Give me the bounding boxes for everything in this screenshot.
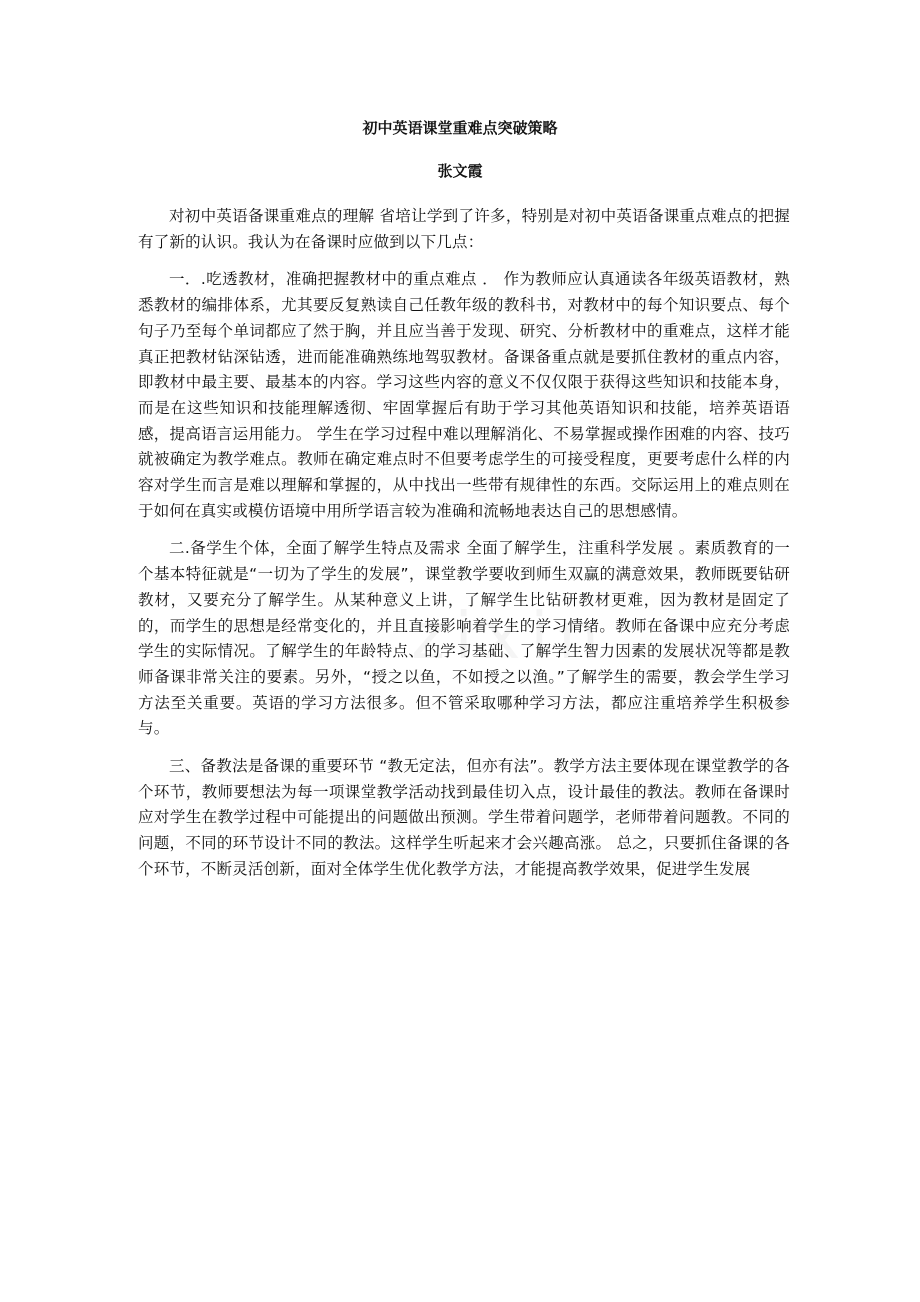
- paragraph-section-3: 三、备教法是备课的重要环节 “教无定法，但亦有法”。教学方法主要体现在课堂教学的各个环节，教师要想法为每一项课堂教学活动找到最佳切入点，设计最佳的教法。教师在备课时应对学生在教学过程中可能提出的问题做出预测。学生带着问题学，老师带着问题教。不同的问题，不同的环节设计不同的教法。这样学生听起来才会兴趣高涨。 总之，只要抓住备课的各个环节，不断灵活创新，面对全体学生优化教学方法，才能提高教学效果，促进学生发展: [138, 757, 790, 878]
- paragraph-section-2: 二.备学生个体，全面了解学生特点及需求 全面了解学生，注重科学发展 。素质教育的一个基本特征就是“一切为了学生的发展”，课堂教学要收到师生双赢的满意效果，教师既要钻研教材，又要充分了解学生。从某种意义上讲，了解学生比钻研教材更难，因为教材是固定了的，而学生的思想是经常变化的，并且直接影响着学生的学习情绪。教师在备课中应充分考虑学生的实际情况。了解学生的年龄特点、的学习基础、了解学生智力因素的发展状况等都是教师备课非常关注的要素。另外，“授之以鱼，不如授之以渔。”了解学生的需要，教会学生学习方法至关重要。英语的学习方法很多。但不管采取哪种学习方法，都应注重培养学生积极参与。: [138, 539, 790, 738]
- author-name: 张文霞: [437, 162, 483, 180]
- paragraph-section-1: 一．.吃透教材，准确把握教材中的重点难点 ． 作为教师应认真通读各年级英语教材，熟悉教材的编排体系，尤其要反复熟读自己任教年级的教科书，对教材中的每个知识要点、每个句子乃至每个单词都应了然于胸，并且应当善于发现、研究、分析教材中的重难点，这样才能真正把教材钻深钻透，进而能准确熟练地驾驭教材。备课备重点就是要抓住教材的重点内容，即教材中最主要、最基本的内容。学习这些内容的意义不仅仅限于获得这些知识和技能本身，而是在这些知识和技能理解透彻、牢固掌握后有助于学习其他英语知识和技能，培养英语语感，提高语言运用能力。 学生在学习过程中难以理解消化、不易掌握或操作困难的内容、技巧就被确定为教学难点。教师在确定难点时不但要考虑学生的可接受程度，更要考虑什么样的内容对学生而言是难以理解和掌握的，从中找出一些带有规律性的东西。交际运用上的难点则在于如何在真实或模仿语境中用所学语言较为准确和流畅地表达自己的思想感情。: [138, 270, 790, 520]
- document-body: [138, 204, 790, 895]
- document-title: 初中英语课堂重难点突破策略: [362, 119, 558, 137]
- paragraph-intro: 对初中英语备课重难点的理解 省培让学到了许多，特别是对初中英语备课重点难点的把握有了新的认识。我认为在备课时应做到以下几点：: [138, 207, 790, 251]
